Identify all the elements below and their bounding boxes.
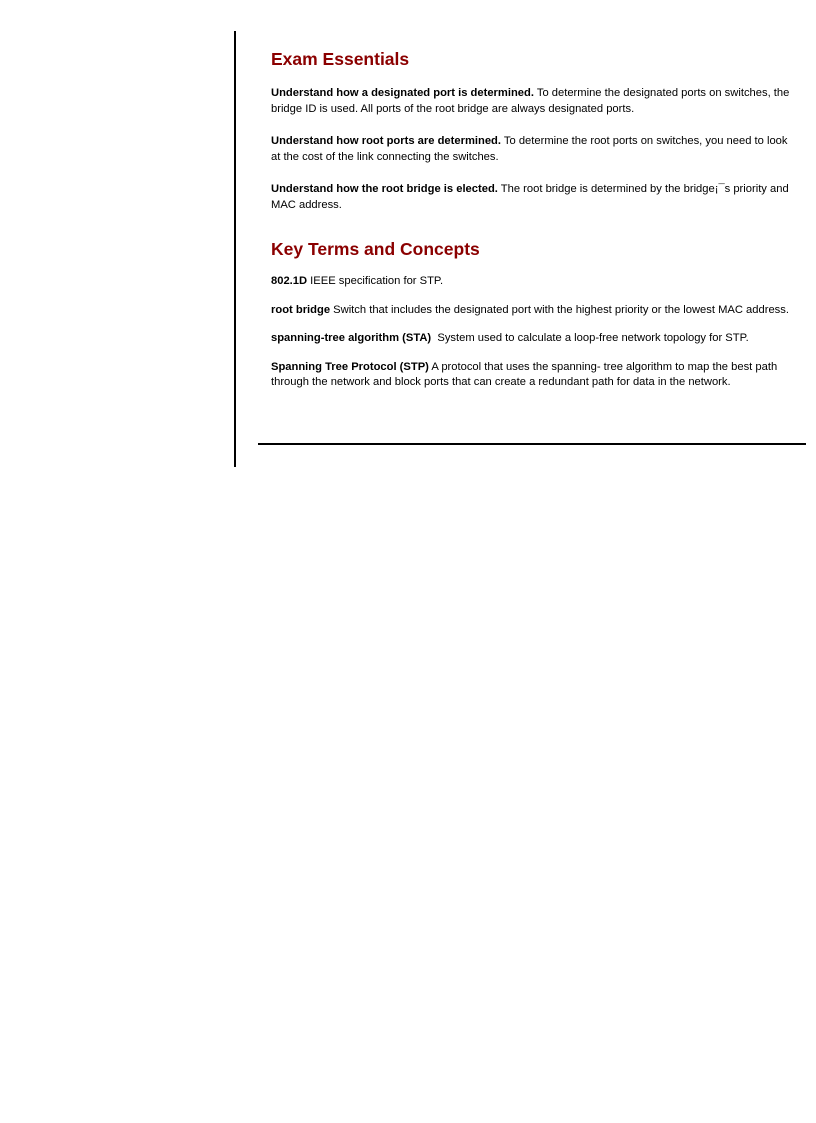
key-term-item	[271, 274, 791, 290]
exam-essential-term: Understand how a designated port is determined.	[271, 87, 534, 99]
key-term-definition: A protocol that uses the spanning- tree algorithm to map the best path through the network and block ports that can create a redundant path for data in the network.	[271, 360, 778, 388]
exam-essential-term: Understand how root ports are determined.	[271, 135, 501, 147]
key-term-item	[271, 360, 791, 391]
exam-essential-item	[271, 182, 791, 213]
key-term: root bridge	[271, 303, 331, 316]
left-margin-rule	[234, 31, 236, 467]
section-end-rule	[258, 443, 806, 445]
exam-essentials-heading: Exam Essentials	[271, 49, 410, 69]
exam-essential-text: To determine the designated ports on switches, the bridge ID is used. All ports of the root bridge are always designated ports.	[271, 87, 790, 115]
exam-essential-text: The root bridge is determined by the bridge¡¯s priority and MAC address.	[271, 183, 789, 211]
key-term-item	[271, 303, 791, 319]
key-term: spanning-tree algorithm (STA)	[271, 332, 432, 344]
exam-essential-term: Understand how the root bridge is elected.	[271, 183, 498, 195]
page-content	[271, 48, 791, 391]
key-terms-heading: Key Terms and Concepts	[271, 239, 480, 259]
exam-essential-text: To determine the root ports on switches, you need to look at the cost of the link connecting the switches.	[271, 135, 788, 163]
exam-essential-item	[271, 86, 791, 117]
key-term-definition: IEEE specification for STP.	[307, 275, 444, 287]
key-term: 802.1D	[271, 275, 308, 287]
key-term-definition: System used to calculate a loop-free network topology for STP.	[431, 332, 749, 344]
key-term-item	[271, 331, 791, 347]
key-term: Spanning Tree Protocol (STP)	[271, 360, 429, 373]
key-term-definition: Switch that includes the designated port with the highest priority or the lowest MAC address.	[330, 303, 789, 316]
exam-essential-item	[271, 134, 791, 165]
